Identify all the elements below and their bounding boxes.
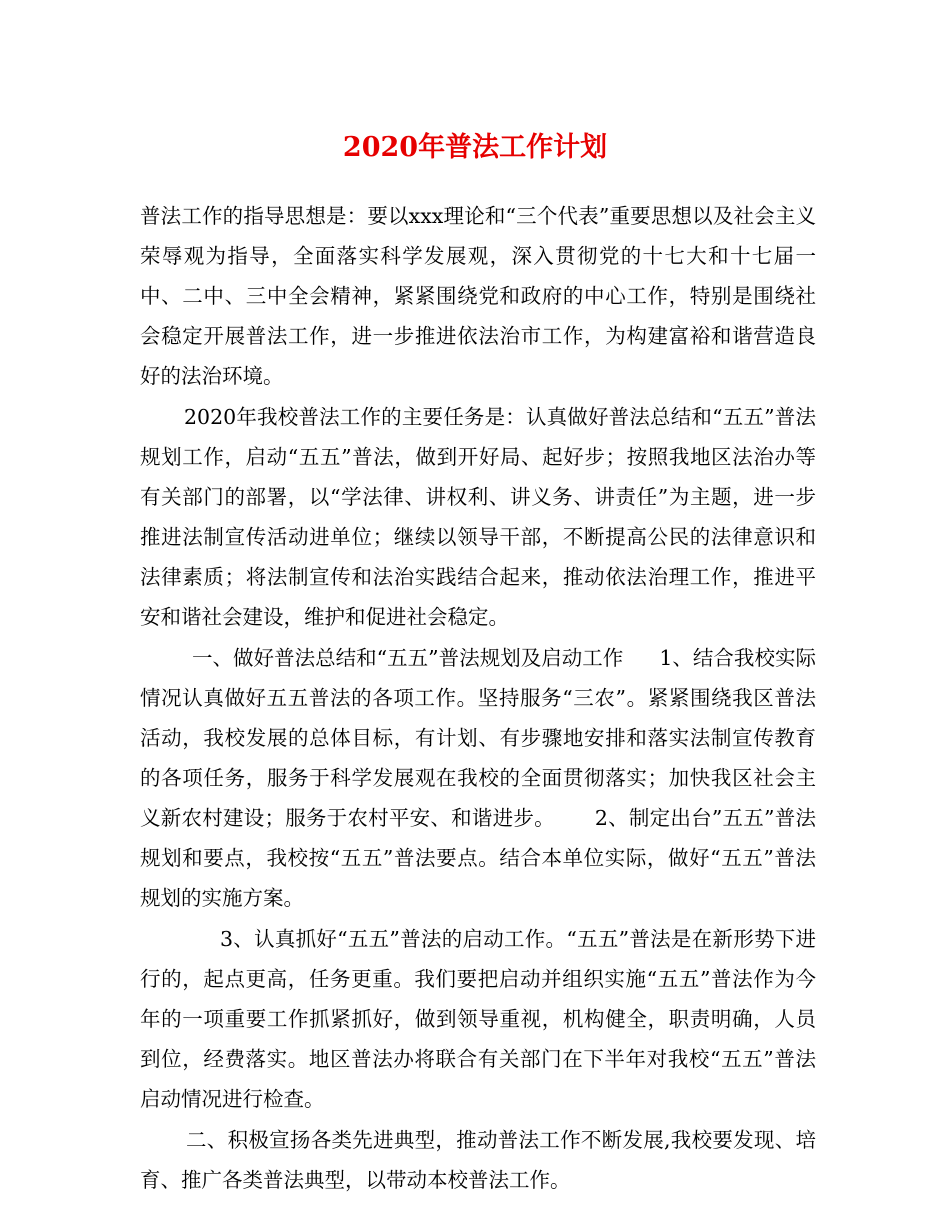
- document-title: 2020年普法工作计划: [342, 132, 608, 163]
- section-1-item-2: 2、制定出台”五五”普法规划和要点，我校按“五五”普法要点。结合本单位实际，做好“五五”普法规划的实施方案。: [140, 806, 816, 910]
- paragraph-section-1-item-3: 3、认真抓好“五五”普法的启动工作。“五五”普法是在新形势下进行的，起点更高，任务更重。我们要把启动并组织实施“五五”普法作为今年的一项重要工作抓紧抓好，做到领导重视，机构健全，职责明确，人员到位，经费落实。地区普法办将联合有关部门在下半年对我校“五五”普法启动情况进行检查。: [140, 927, 816, 1111]
- paragraph-main-tasks: 2020年我校普法工作的主要任务是：认真做好普法总结和“五五”普法规划工作，启动“五五”普法，做到开好局、起好步；按照我地区法治办等有关部门的部署，以“学法律、讲权利、讲义务、讲责任”为主题，进一步推进法制宣传活动进单位；继续以领导干部，不断提高公民的法律意识和法律素质；将法制宣传和法治实践结合起来，推动依法治理工作，推进平安和谐社会建设，维护和促进社会稳定。: [140, 405, 816, 629]
- document-body: [140, 196, 816, 1201]
- paragraph-section-2: 二、积极宣扬各类先进典型，推动普法工作不断发展,我校要发现、培育、推广各类普法典型，以带动本校普法工作。: [140, 1128, 816, 1192]
- paragraph-guiding-ideology: 普法工作的指导思想是：要以xxx理论和“三个代表”重要思想以及社会主义荣辱观为指导，全面落实科学发展观，深入贯彻党的十七大和十七届一中、二中、三中全会精神，紧紧围绕党和政府的中心工作，特别是围绕社会稳定开展普法工作，进一步推进依法治市工作，为构建富裕和谐营造良好的法治环境。: [140, 204, 816, 388]
- section-1-heading: 一、做好普法总结和“五五”普法规划及启动工作: [192, 646, 624, 670]
- section-1-item-1: 1、结合我校实际情况认真做好五五普法的各项工作。坚持服务“三农”。紧紧围绕我区普法活动，我校发展的总体目标，有计划、有步骤地安排和落实法制宣传教育的各项任务，服务于科学发展观在我校的全面贯彻落实；加快我区社会主义新农村建设；服务于农村平安、和谐进步。: [140, 646, 816, 830]
- paragraph-section-1: [140, 638, 816, 918]
